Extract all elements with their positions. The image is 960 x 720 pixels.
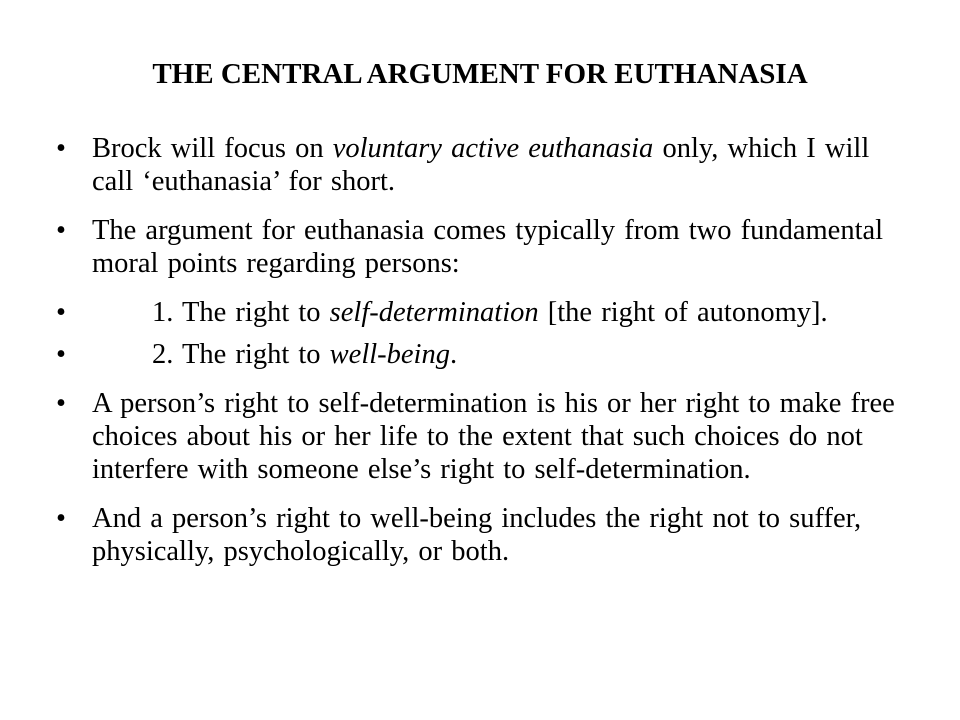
bullet-text: [92, 133, 869, 197]
bullet-dot-icon: •: [56, 503, 66, 534]
text-segment: only, which I will call ‘euthanasia’ for short.: [92, 133, 870, 197]
bullet-text: [92, 215, 883, 279]
slide-title: THE CENTRAL ARGUMENT FOR EUTHANASIA: [152, 58, 808, 90]
emphasized-term: self-determination: [329, 297, 539, 328]
text-segment: 1. The right to: [152, 297, 330, 328]
bullet-dot-icon: •: [56, 215, 66, 246]
text-segment: A person’s right to self-determination is his or her right to make free choices about his or her life to the extent that such choices do not interfere with someone else’s right to self-determination.: [92, 388, 895, 485]
bullet-text: [92, 297, 828, 328]
text-segment: The argument for euthanasia comes typically from two fundamental moral points regarding persons:: [92, 215, 884, 279]
bullet-list: [56, 132, 916, 568]
bullet-item: [56, 132, 916, 198]
text-segment: And a person’s right to well-being includes the right not to suffer, physically, psychologically, or both.: [92, 503, 862, 567]
text-segment: [the right of autonomy].: [538, 297, 828, 328]
bullet-item: [56, 214, 916, 280]
text-segment: .: [449, 339, 458, 370]
text-segment: 2. The right to: [152, 339, 330, 370]
emphasized-term: well-being: [329, 339, 450, 370]
bullet-text: [92, 503, 861, 567]
bullet-text: [92, 388, 895, 485]
bullet-text: [92, 339, 457, 370]
bullet-dot-icon: •: [56, 388, 66, 419]
bullet-item: [56, 387, 916, 486]
text-segment: Brock will focus on: [92, 133, 333, 164]
bullet-item: [56, 296, 916, 329]
emphasized-term: voluntary active euthanasia: [332, 133, 654, 164]
bullet-dot-icon: •: [56, 297, 66, 328]
bullet-item: [56, 338, 916, 371]
bullet-dot-icon: •: [56, 133, 66, 164]
bullet-item: [56, 502, 916, 568]
bullet-dot-icon: •: [56, 339, 66, 370]
